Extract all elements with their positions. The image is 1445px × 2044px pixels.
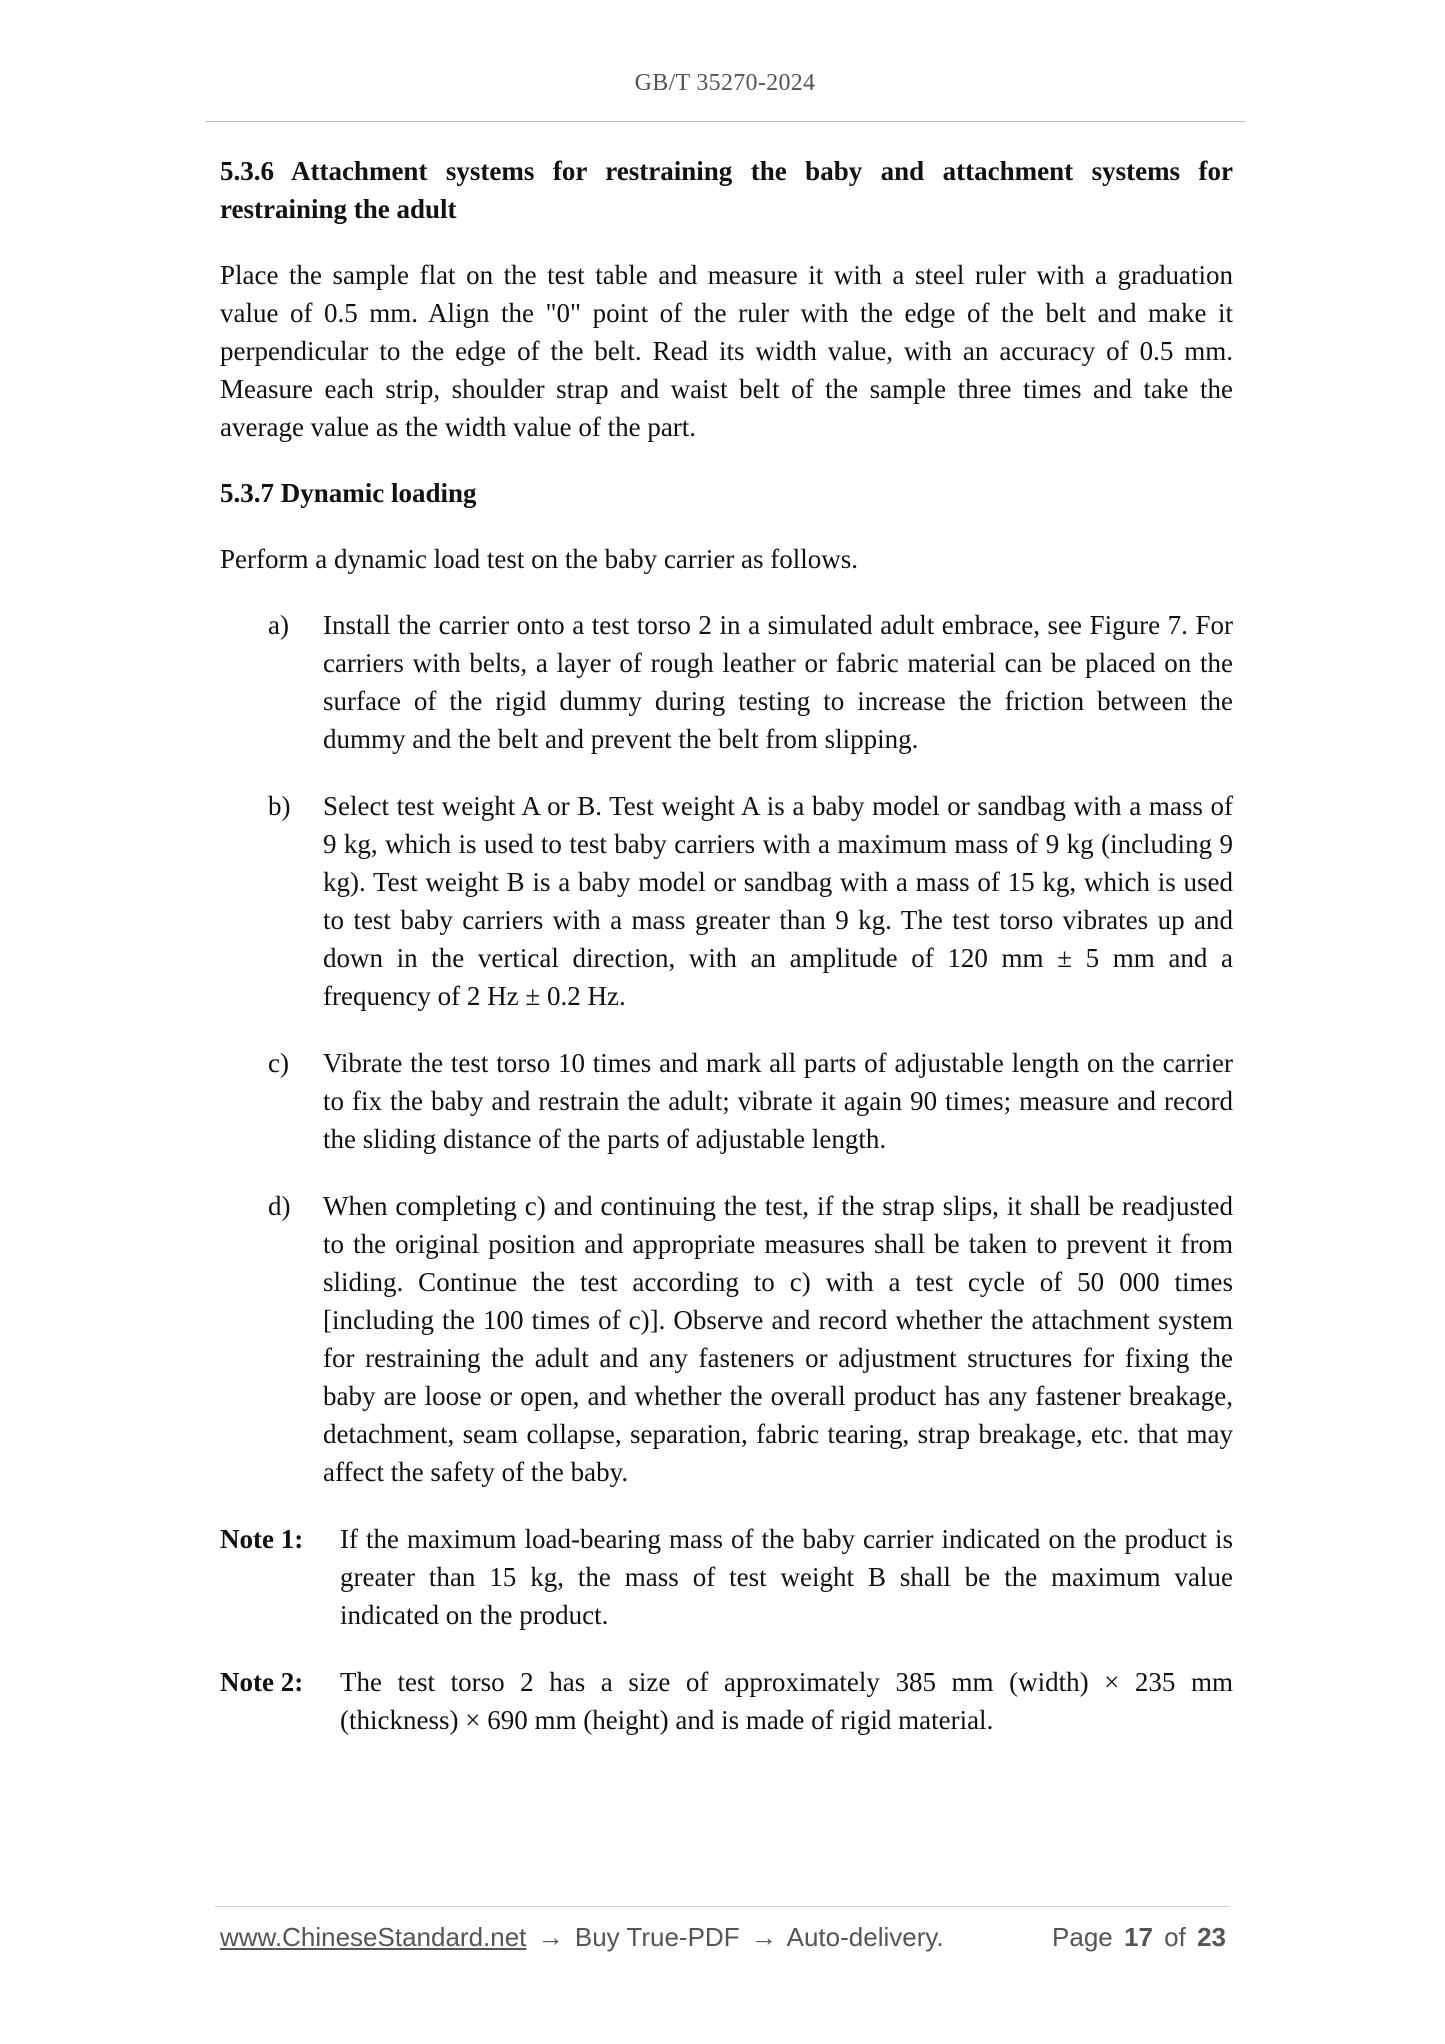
site-link[interactable]: www.ChineseStandard.net [220, 1922, 527, 1952]
header-divider [205, 121, 1245, 122]
list-item [220, 1187, 1233, 1491]
list-item-text: When completing c) and continuing the test, if the strap slips, it shall be readjusted to the original position and appropriate measures shall be taken to prevent it from sliding. Continue the test according to c) with a test cycle of 50 000 times [including the 100 times of c)]. Observe and record whether the attachment system for restraining the adult and any fasteners or adjustment structures for fixing the baby are loose or open, and whether the overall product has any fastener breakage, detachment, seam collapse, separation, fabric tearing, strap breakage, etc. that may affect the safety of the baby. [323, 1191, 1233, 1487]
footer-promo [220, 1922, 944, 1953]
page-word: Page [1052, 1922, 1113, 1952]
note-text: If the maximum load-bearing mass of the baby carrier indicated on the product is greater than 15 kg, the mass of test weight B shall be the maximum value indicated on the product. [340, 1524, 1233, 1630]
note-label: Note 1: [220, 1524, 304, 1554]
section-5-3-6-body: Place the sample flat on the test table and measure it with a steel ruler with a graduation value of 0.5 mm. Align the "0" point of the ruler with the edge of the belt and make it perpendicular to the edge of the belt. Read its width value, with an accuracy of 0.5 mm. Measure each strip, shoulder strap and waist belt of the sample three times and take the average value as the width value of the part. [220, 260, 1233, 442]
auto-delivery-text: Auto-delivery. [786, 1922, 944, 1952]
list-item [220, 1044, 1233, 1158]
list-item-marker: c) [268, 1048, 289, 1078]
section-5-3-7-intro: Perform a dynamic load test on the baby carrier as follows. [220, 544, 859, 574]
page-indicator [1052, 1922, 1230, 1953]
note-1 [220, 1520, 1233, 1634]
list-item [220, 606, 1233, 758]
list-item-text: Install the carrier onto a test torso 2 in a simulated adult embrace, see Figure 7. For carriers with belts, a layer of rough leather or fabric material can be placed on the surface of the rigid dummy during testing to increase the friction between the dummy and the belt and prevent the belt from slipping. [323, 610, 1233, 754]
note-text: The test torso 2 has a size of approximately 385 mm (width) × 235 mm (thickness) × 690 mm (height) and is made of rigid material. [340, 1667, 1233, 1735]
buy-true-pdf-text: Buy True-PDF [574, 1922, 740, 1952]
note-label: Note 2: [220, 1667, 304, 1697]
page-content [220, 152, 1233, 1768]
list-item-marker: b) [268, 791, 291, 821]
note-2 [220, 1663, 1233, 1739]
of-word: of [1164, 1922, 1186, 1952]
right-arrow-icon: → [537, 1922, 564, 1952]
footer-divider [215, 1906, 1230, 1907]
section-5-3-6-title: 5.3.6 Attachment systems for restraining the baby and attachment systems for restraining the adult [220, 156, 1233, 224]
list-item-text: Vibrate the test torso 10 times and mark all parts of adjustable length on the carrier to fix the baby and restrain the adult; vibrate it again 90 times; measure and record the sliding distance of the parts of adjustable length. [323, 1048, 1233, 1154]
right-arrow-icon: → [750, 1922, 777, 1952]
current-page-number: 17 [1124, 1922, 1153, 1952]
document-code-header: GB/T 35270-2024 [634, 70, 816, 96]
list-item-marker: a) [268, 610, 289, 640]
section-5-3-7-title: 5.3.7 Dynamic loading [220, 478, 477, 508]
list-item-text: Select test weight A or B. Test weight A is a baby model or sandbag with a mass of 9 kg, which is used to test baby carriers with a maximum mass of 9 kg (including 9 kg). Test weight B is a baby model or sandbag with a mass of 15 kg, which is used to test baby carriers with a mass greater than 9 kg. The test torso vibrates up and down in the vertical direction, with an amplitude of 120 mm ± 5 mm and a frequency of 2 Hz ± 0.2 Hz. [323, 791, 1233, 1011]
list-item-marker: d) [268, 1191, 291, 1221]
total-page-count: 23 [1197, 1922, 1226, 1952]
page-footer [220, 1922, 1230, 1953]
list-item [220, 787, 1233, 1015]
